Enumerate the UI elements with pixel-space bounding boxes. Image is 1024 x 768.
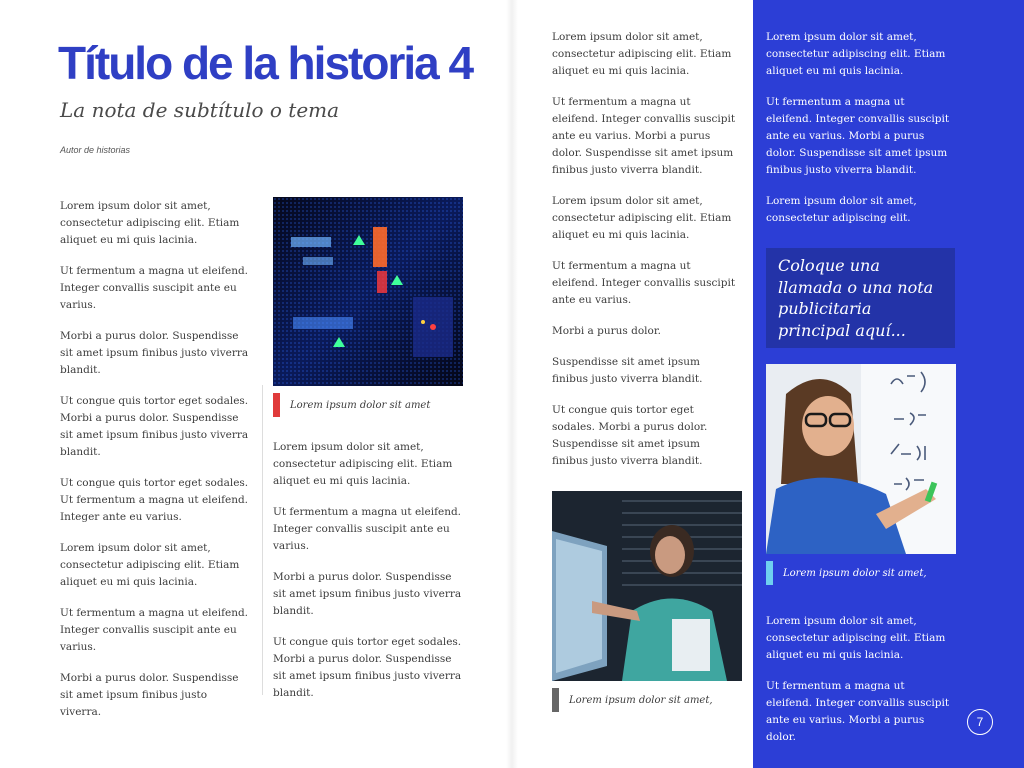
- paragraph: Ut fermentum a magna ut eleifend. Integer convallis suscipit ante eu varius.: [552, 260, 736, 306]
- paragraph: Lorem ipsum dolor sit amet, consectetur adipiscing elit. Etiam aliquet eu mi quis lacinia.: [60, 542, 240, 588]
- paragraph: Ut fermentum a magna ut eleifend. Integer convallis suscipit ante eu varius.: [273, 506, 462, 552]
- paragraph: Lorem ipsum dolor sit amet, consectetur adipiscing elit. Etiam aliquet eu mi quis lacinia.: [273, 441, 453, 487]
- page-number: 7: [967, 709, 993, 735]
- caption-text: Lorem ipsum dolor sit amet,: [783, 567, 927, 579]
- paragraph: Ut fermentum a magna ut eleifend. Integer convallis suscipit ante eu varius. Morbi a purus dolor. Suspendisse sit amet ipsum finibus justo viverra blandit.: [552, 96, 736, 176]
- paragraph: Ut fermentum a magna ut eleifend. Integer convallis suscipit ante eu varius. Morbi a purus dolor.: [766, 680, 950, 743]
- paragraph: Lorem ipsum dolor sit amet, consectetur adipiscing elit.: [766, 195, 917, 224]
- stock-photo-caption: [273, 393, 430, 417]
- paragraph: Ut congue quis tortor eget sodales. Morbi a purus dolor. Suspendisse sit amet ipsum finibus justo viverra blandit.: [60, 395, 249, 458]
- story-subtitle: La nota de subtítulo o tema: [60, 98, 340, 122]
- paragraph: Ut congue quis tortor eget sodales. Morbi a purus dolor. Suspendisse sit amet ipsum finibus justo viverra blandit.: [273, 636, 462, 699]
- column-divider: [262, 385, 263, 695]
- paragraph: Ut fermentum a magna ut eleifend. Integer convallis suscipit ante eu varius. Morbi a purus dolor. Suspendisse sit amet ipsum finibus justo viverra blandit.: [766, 96, 950, 176]
- paragraph: Lorem ipsum dolor sit amet, consectetur adipiscing elit. Etiam aliquet eu mi quis lacinia.: [766, 615, 946, 661]
- paragraph: Morbi a purus dolor.: [552, 325, 662, 337]
- story-author: Autor de historias: [60, 145, 131, 155]
- paragraph: Morbi a purus dolor. Suspendisse sit amet ipsum finibus justo viverra blandit.: [60, 330, 249, 376]
- text-column-1: [60, 198, 250, 735]
- paragraph: Ut fermentum a magna ut eleifend. Integer convallis suscipit ante eu varius.: [60, 607, 249, 653]
- text-column-3: [552, 29, 737, 484]
- caption-text: Lorem ipsum dolor sit amet,: [569, 694, 713, 706]
- paragraph: Morbi a purus dolor. Suspendisse sit amet ipsum finibus justo viverra blandit.: [273, 571, 462, 617]
- stock-ticker-photo: [273, 197, 463, 386]
- caption-accent-bar: [273, 393, 280, 417]
- caption-accent-bar: [552, 688, 559, 712]
- text-column-2: [273, 439, 463, 716]
- page-gutter: [506, 0, 518, 768]
- paragraph: Lorem ipsum dolor sit amet, consectetur adipiscing elit. Etiam aliquet eu mi quis lacinia.: [766, 31, 946, 77]
- paragraph: Lorem ipsum dolor sit amet, consectetur adipiscing elit. Etiam aliquet eu mi quis lacinia.: [60, 200, 240, 246]
- paragraph: Lorem ipsum dolor sit amet, consectetur adipiscing elit. Etiam aliquet eu mi quis lacinia.: [552, 195, 732, 241]
- caption-text: Lorem ipsum dolor sit amet: [290, 399, 431, 411]
- student-whiteboard-photo: [766, 364, 956, 554]
- story-title: Título de la historia 4: [58, 37, 473, 89]
- paragraph: Morbi a purus dolor. Suspendisse sit amet ipsum finibus justo viverra.: [60, 672, 239, 718]
- paragraph: Lorem ipsum dolor sit amet, consectetur adipiscing elit. Etiam aliquet eu mi quis lacinia.: [552, 31, 732, 77]
- paragraph: Ut congue quis tortor eget sodales. Ut fermentum a magna ut eleifend. Integer ante eu varius.: [60, 477, 249, 523]
- pullquote-box: Coloque una llamada o una nota publicitaria principal aquí...: [766, 248, 955, 348]
- student-photo-caption: [766, 561, 927, 585]
- nurse-monitor-photo: [552, 491, 742, 681]
- text-column-4-top: [766, 29, 951, 241]
- paragraph: Ut fermentum a magna ut eleifend. Integer convallis suscipit ante eu varius.: [60, 265, 249, 311]
- caption-accent-bar: [766, 561, 773, 585]
- nurse-photo-caption: [552, 688, 713, 712]
- paragraph: Suspendisse sit amet ipsum finibus justo viverra blandit.: [552, 356, 703, 385]
- text-column-4-bottom: [766, 613, 951, 760]
- paragraph: Ut congue quis tortor eget sodales. Morbi a purus dolor. Suspendisse sit amet ipsum finibus justo viverra blandit.: [552, 404, 708, 467]
